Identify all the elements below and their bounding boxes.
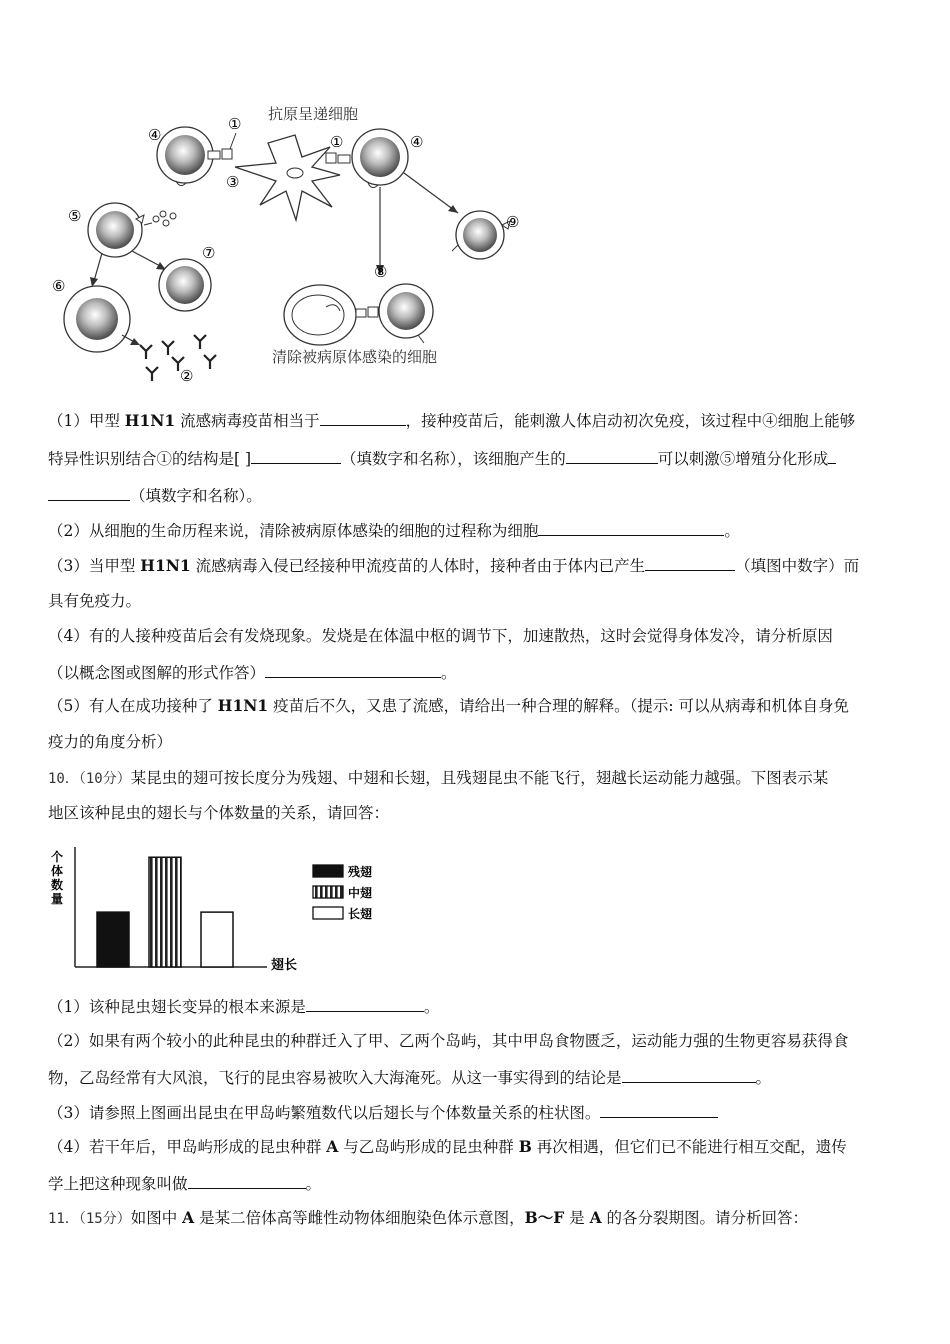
q9-p1-line1: （1）甲型 H1N1 流感病毒疫苗相当于 ，接种疫苗后，能刺激人体启动初次免疫，该过程中④细胞上能够 [48,411,856,430]
cell-4-left [157,127,232,186]
blank[interactable] [251,448,341,464]
blank[interactable] [622,1067,756,1083]
legend-label: 中翅 [348,886,373,900]
q9-p1-line3: （填数字和名称）。 [48,485,262,506]
bar-长翅 [201,912,233,967]
marker-4b: ④ [410,133,424,151]
y-axis-label-char: 数 [51,878,64,892]
antibodies [140,335,216,381]
q9-p4-line2: （以概念图或图解的形式作答） 。 [48,664,457,682]
q10-p1: （1）该种昆虫翅长变异的根本来源是 。 [48,998,440,1016]
marker-6: ⑥ [52,277,66,295]
q9-p4-line1: （4）有的人接种疫苗后会有发烧现象。发烧是在体温中枢的调节下，加速散热，这时会觉得身体发冷，请分析原因 [48,627,833,645]
blank[interactable] [188,1173,306,1189]
q11-heading: 11．（15分）如图中 A 是某二倍体高等雌性动物体细胞染色体示意图，B～F 是 A 的各分裂期图。请分析回答： [48,1208,809,1227]
target-cell-label: 清除被病原体感染的细胞 [272,348,438,366]
blank[interactable] [306,996,424,1012]
q9-p2: （2）从细胞的生命历程来说，清除被病原体感染的细胞的过程称为细胞 。 [48,522,740,540]
x-axis-label: 翅长 [271,958,298,973]
y-axis-label-char: 个 [51,850,64,864]
legend-label: 残翅 [348,865,373,879]
q10-p2-line2: 物，乙岛经常有大风浪，飞行的昆虫容易被吹入大海淹死。从这一事实得到的结论是 。 [48,1069,772,1087]
q10-p2-line1: （2）如果有两个较小的此种昆虫的种群迁入了甲、乙两个岛屿，其中甲岛食物匮乏，运动能力强的生物更容易获得食 [48,1032,849,1050]
q9-p3-line1: （3）当甲型 H1N1 流感病毒入侵已经接种甲流疫苗的人体时，接种者由于体内已产生 （填图中数字）而 [48,556,860,575]
q9-p5-line2: 疫力的角度分析） [48,733,173,751]
legend-swatch [313,907,343,919]
bar-中翅 [149,857,181,967]
marker-9: ⑨ [506,213,520,231]
y-axis-label-char: 量 [51,892,64,906]
bar-残翅 [97,912,129,967]
blank[interactable] [645,555,735,571]
blank[interactable] [566,448,658,464]
marker-2: ② [180,367,194,385]
marker-7: ⑦ [202,244,216,262]
q10-heading: 10．（10分）某昆虫的翅可按长度分为残翅、中翅和长翅，且残翅昆虫不能飞行，翅越长运动能力越强。下图表示某 [48,769,829,787]
y-axis-label [51,849,63,906]
blank[interactable] [48,485,130,501]
immune-response-diagram [40,95,550,395]
legend-label: 长翅 [348,907,373,921]
blank[interactable] [538,520,724,536]
legend-swatch [313,886,343,898]
blank[interactable] [828,448,836,464]
cell-5 [88,203,176,257]
q10-p4-line2: 学上把这种现象叫做 。 [48,1175,322,1193]
apc-label: 抗原呈递细胞 [268,105,359,123]
q9-p3-line2: 具有免疫力。 [48,592,142,610]
marker-1b: ① [330,133,344,151]
q9-p5-line1: （5）有人在成功接种了 H1N1 疫苗后不久，又患了流感，请给出一种合理的解释。（提示: 可以从病毒和机体自身免 [48,696,850,715]
marker-8: ⑧ [374,263,388,281]
blank[interactable] [320,410,406,426]
marker-3: ③ [226,173,240,191]
marker-1: ① [228,115,242,133]
marker-5: ⑤ [68,207,82,225]
q10-heading-line2: 地区该种昆虫的翅长与个体数量的关系，请回答： [48,804,390,822]
antigen-presenting-cell [235,135,340,220]
q9-p1-line2: 特异性识别结合①的结构是[ ] （填数字和名称），该细胞产生的 可以刺激⑤增殖分化形成 [48,448,836,469]
wing-length-bar-chart [45,843,405,983]
cell-9 [452,211,510,259]
cell-6 [64,286,130,352]
q10-p3: （3）请参照上图画出昆虫在甲岛屿繁殖数代以后翅长与个体数量关系的柱状图。 [48,1102,718,1123]
marker-4: ④ [148,126,162,144]
q10-p4-line1: （4）若干年后，甲岛屿形成的昆虫种群 A 与乙岛屿形成的昆虫种群 B 再次相遇，但它们已不能进行相互交配，遗传 [48,1137,847,1156]
cell-8 [284,284,433,345]
cell-7 [159,259,211,311]
blank[interactable] [265,662,441,678]
legend-swatch [313,865,343,877]
blank[interactable] [600,1102,718,1118]
y-axis-label-char: 体 [51,864,64,878]
